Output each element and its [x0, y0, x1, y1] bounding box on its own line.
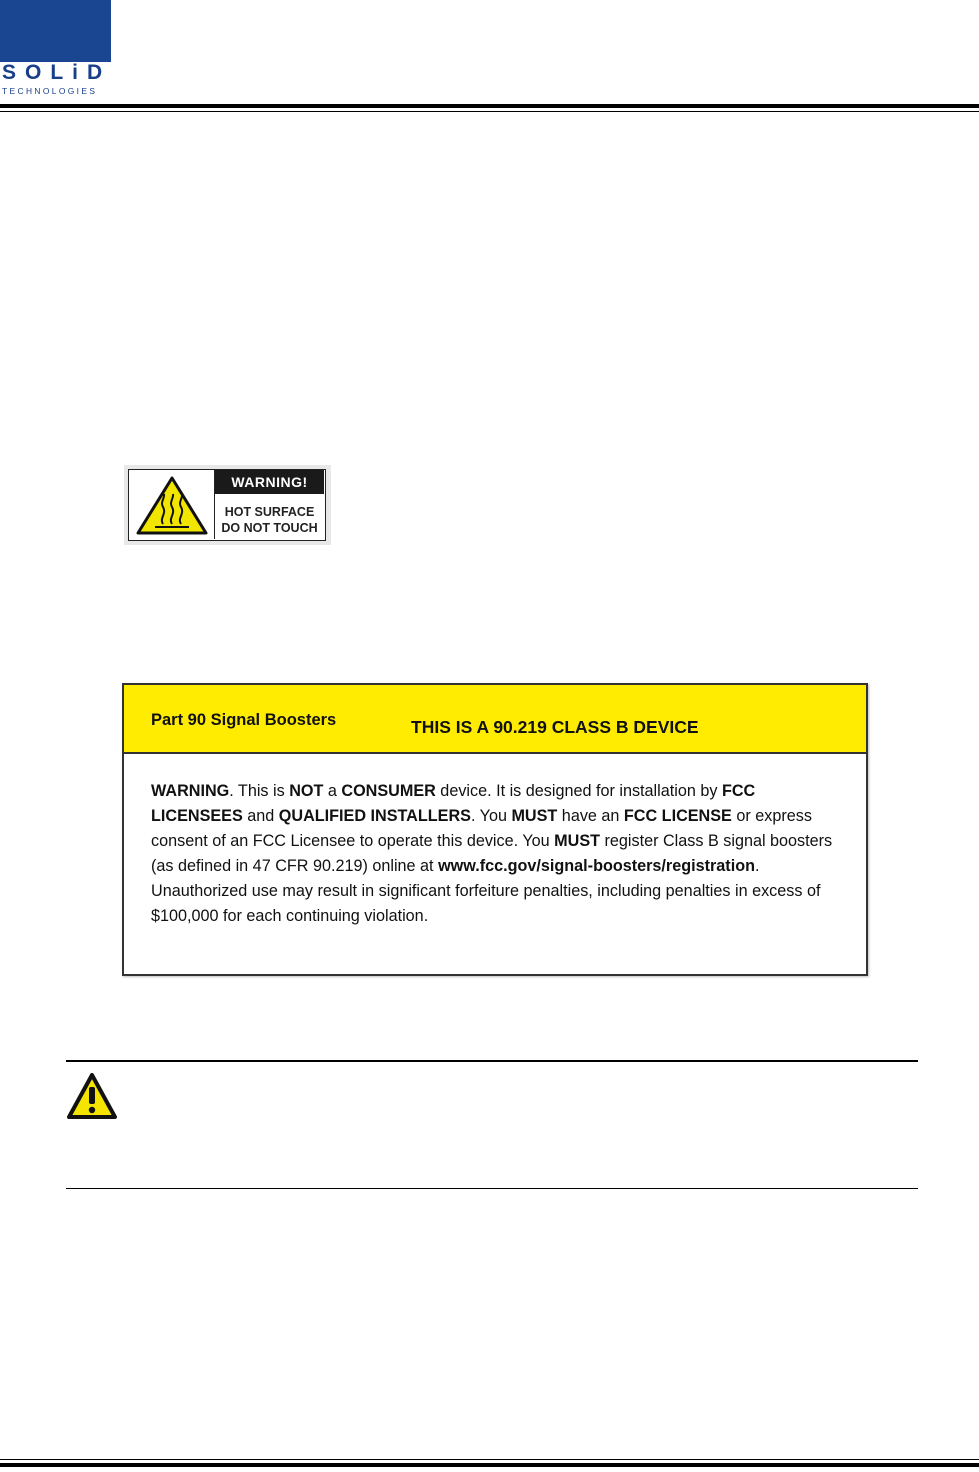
logo-name: SOLiD [2, 61, 112, 84]
hot-surface-label-frame [128, 469, 326, 541]
fcc-text: have an [557, 807, 624, 825]
hot-surface-line1: HOT SURFACE [224, 505, 315, 519]
fcc-text: device. It is designed for installation by [435, 782, 722, 800]
fcc-text: or express consent of an FCC Licensee to operate this device. You [151, 807, 812, 850]
fcc-text: . You [470, 807, 512, 825]
footer-rule-thin [0, 1459, 979, 1460]
hot-surface-banner: WARNING! [215, 470, 324, 494]
fcc-bold-license: FCC LICENSE [623, 807, 732, 825]
fcc-notice-header [124, 685, 866, 754]
footer-rule-thick [0, 1463, 979, 1467]
fcc-text: a [323, 782, 342, 800]
fcc-text: and [242, 807, 279, 825]
fcc-notice-box [122, 683, 868, 976]
caution-rule-bottom [66, 1188, 918, 1189]
fcc-text: . Unauthorized use may result in significant forfeiture penalties, including penalties in excess of $100,000 for each continuing violation. [151, 857, 821, 925]
fcc-bold-not: NOT [289, 782, 324, 800]
fcc-registration-url: www.fcc.gov/signal-boosters/registration [438, 857, 755, 875]
caution-triangle-icon [66, 1072, 118, 1120]
fcc-text: . This is [229, 782, 290, 800]
hot-surface-text [215, 504, 324, 536]
logo-subtitle: TECHNOLOGIES [2, 86, 98, 96]
caution-rule-top [66, 1060, 918, 1062]
header-rule-thick [0, 104, 979, 108]
fcc-bold-installers: QUALIFIED INSTALLERS [278, 807, 471, 825]
hot-surface-label [124, 465, 331, 545]
header-rule-thin [0, 111, 979, 112]
fcc-class-text: THIS IS A 90.219 CLASS B DEVICE [411, 717, 699, 737]
fcc-bold-must: MUST [511, 807, 558, 825]
fcc-notice-title: Part 90 Signal Boosters [151, 711, 337, 729]
fcc-notice-body [151, 779, 851, 929]
hot-surface-icon-cell [129, 470, 215, 539]
solid-technologies-logo [0, 0, 111, 96]
fcc-bold-warning: WARNING [151, 782, 230, 800]
fcc-text: register Class B signal boosters (as defined in 47 CFR 90.219) online at [151, 832, 833, 875]
fcc-bold-licensees: FCC LICENSEES [151, 782, 756, 825]
hot-surface-line2: DO NOT TOUCH [221, 521, 318, 535]
fcc-bold-consumer: CONSUMER [341, 782, 436, 800]
hot-surface-warning-icon [135, 474, 209, 536]
logo-block [0, 0, 111, 62]
fcc-bold-must: MUST [554, 832, 601, 850]
